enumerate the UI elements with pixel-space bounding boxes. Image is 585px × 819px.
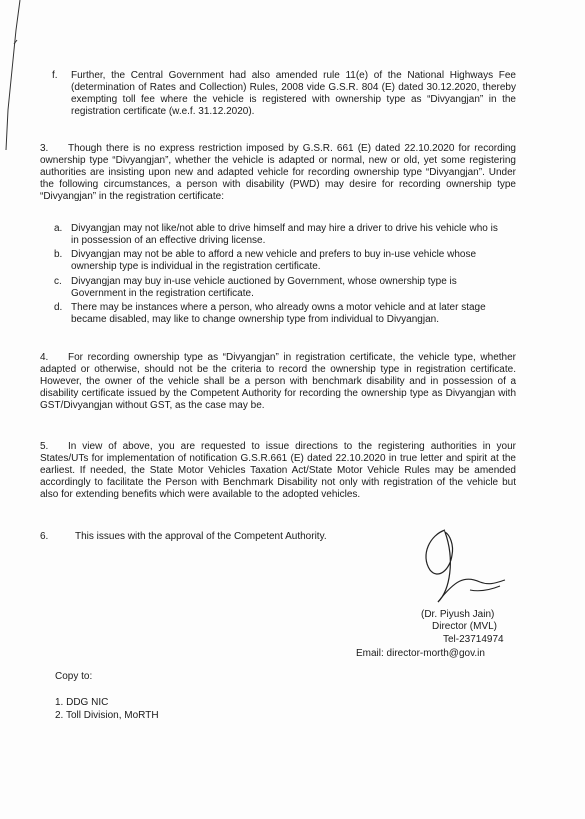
- copy-to-item: 1. DDG NIC: [55, 697, 109, 708]
- para-3-label: 3.: [40, 143, 49, 154]
- para-4-text: For recording ownership type as “Divyangjan” in registration certificate, the vehicle type, whether adapted or otherwise, should not be the criteria to record the ownership type in registration certificate. However, the owner of the vehicle shall be a person with benchmark disability and in possession of a disability certificate issued by the Competent Authority for recording the ownership type as Divyangjan with GST/Divyangjan without GST, as the case may be.: [40, 352, 516, 411]
- signatory-email: Email: director-morth@gov.in: [356, 648, 485, 659]
- para-3-text: Though there is no express restriction imposed by G.S.R. 661 (E) dated 22.10.2020 for recording ownership type “Divyangjan”, whether the vehicle is adapted or normal, new or old, yet some registering authorities are insisting upon new and adapted vehicle for recording ownership type “Divyangjan”. Under the following circumstances, a person with disability (PWD) may desire for recording ownership type “Divyangjan” in the registration certificate:: [40, 143, 516, 202]
- list-item-label: a.: [54, 223, 63, 234]
- para-f-label: f.: [52, 70, 58, 81]
- signature: [410, 520, 520, 610]
- signatory-name: (Dr. Piyush Jain): [421, 609, 495, 620]
- signatory-tel: Tel-23714974: [443, 634, 504, 645]
- para-5-text: In view of above, you are requested to issue directions to the registering authorities in your States/UTs for implementation of notification G.S.R.661 (E) dated 22.10.2020 in true letter and spirit at the earliest. If needed, the State Motor Vehicles Taxation Act/State Motor Vehicle Rules may be amended accordingly to facilitate the Person with Benchmark Disability not only with registration of the vehicle but also for extending benefits which were available to the adopted vehicles.: [40, 441, 516, 500]
- para-6-label: 6.: [40, 531, 49, 542]
- list-item-text: Divyangjan may not be able to afford a new vehicle and prefers to buy in-use vehicle whose ownership type is individual in the registration certificate.: [71, 249, 477, 272]
- para-f-text: Further, the Central Government had also amended rule 11(e) of the National Highways Fee (determination of Rates and Collection) Rules, 2008 vide G.S.R. 804 (E) dated 30.12.2020, thereby exempting toll fee where the vehicle is registered with ownership type as “Divyangjan” in the registration certificate (w.e.f. 31.12.2020).: [71, 70, 516, 117]
- copy-to-item: 2. Toll Division, MoRTH: [55, 710, 159, 721]
- copy-to-heading: Copy to:: [55, 671, 93, 682]
- list-item-text: Divyangjan may not like/not able to drive himself and may hire a driver to drive his vehicle who is in possession of an effective driving license.: [71, 223, 498, 246]
- list-item-text: Divyangjan may buy in-use vehicle auctioned by Government, whose ownership type is Government in the registration certificate.: [71, 276, 457, 299]
- para-6-text: This issues with the approval of the Competent Authority.: [75, 531, 327, 542]
- para-4-label: 4.: [40, 352, 49, 363]
- list-item-text: There may be instances where a person, who already owns a motor vehicle and at later stage became disabled, may like to change ownership type from individual to Divyangjan.: [71, 302, 486, 325]
- margin-marks: [0, 0, 40, 160]
- list-item-label: d.: [54, 302, 63, 313]
- para-5-label: 5.: [40, 441, 49, 452]
- signatory-designation: Director (MVL): [432, 621, 498, 632]
- list-item-label: c.: [54, 276, 62, 287]
- list-item-label: b.: [54, 249, 63, 260]
